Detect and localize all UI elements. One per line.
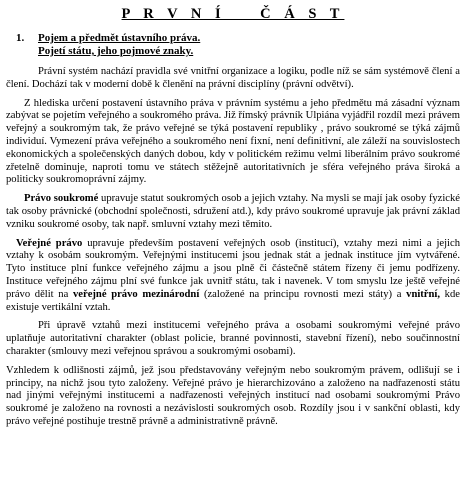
paragraph-2: Z hlediska určení postavení ústavního práva v právním systému a jeho předmětu má zásadní význam zabývat se pojetím veřejného a soukromého práva. Již římský právník Ulpiána vyjádřil rozdíl mezi právem veřejný a soukromým tak, že právo veřejné se týká postavení republiky , právo soukromé se týká zájmů individuí. Vymezení práva veřejného a soukromého není fixní, není definitivní, ale záleží na souvislostech ekonomických a společenských daných dobou, kdy v politickém režimu velmi liberálním právo soukromé zřetelně dominuje, naproti tomu ve státech stěžejně autoritativních je sféra veřejného práva široká a politicky soukromoprávní zájmy. bbox=[6, 97, 460, 186]
paragraph-5: Při úpravě vztahů mezi institucemi veřejného práva a osobami soukromými veřejné právo uplatňuje autoritativní charakter (oblast policie, branné povinnosti, stavební řízení), nebo součinnostní charakter (smlouvy mezi veřejnou správou a soukromými osobami). bbox=[6, 320, 460, 357]
paragraph-1: Právní systém nachází pravidla své vnitřní organizace a logiku, podle níž se sám systémově člení a člení. Dochází tak v moderní době k členění na právní disciplíny (právní odvětví). bbox=[6, 66, 460, 90]
term-international-public-law: veřejné právo mezinárodní bbox=[73, 288, 200, 300]
paragraph-6: Vzhledem k odlišnosti zájmů, jež jsou představovány veřejným nebo soukromým právem, odlišují se i principy, na nichž jsou tyto založeny. Veřejné právo je hierarchizováno a založeno na nadřazenosti státu nad jinými veřejnými institucemi a nadřazenosti veřejných institucí nad osobami soukromými Právo soukromé je založeno na rovnosti a nezávislosti soukromých osob. Rozdíly jsou i v sankční oblasti, kdy právo veřejné postihuje trestně právně a administrativně právně. bbox=[6, 364, 460, 427]
section-heading bbox=[6, 32, 460, 58]
paragraph-4-text-3: kde existuje vertikální vztah. bbox=[6, 288, 460, 313]
part-title: P R V N Í Č Á S T bbox=[121, 6, 345, 22]
term-internal-law: vnitřní, bbox=[406, 288, 440, 300]
term-private-law: Právo soukromé bbox=[24, 193, 99, 205]
section-number: 1. bbox=[16, 32, 25, 44]
section-heading-line-1: Pojem a předmět ústavního práva. bbox=[38, 32, 201, 44]
paragraph-4-text-2: (založené na principu rovnosti mezi státy) a bbox=[199, 288, 407, 300]
section-heading-lines bbox=[38, 32, 200, 58]
paragraph-3 bbox=[6, 193, 460, 231]
paragraph-4 bbox=[6, 238, 460, 315]
paragraph-3-text: upravuje statut soukromých osob a jejich vztahy. Na mysli se mají jak osoby fyzické tak osoby právnické (obchodní společnosti, sdružení atd.), kdy právo soukromé upravuje jak právní základ vzniku soukromé osoby, tak např. smluvní vztahy mezi těmito. bbox=[6, 193, 460, 230]
term-public-law: Veřejné právo bbox=[16, 237, 83, 249]
paragraph-4-text-1: upravuje především postavení veřejných osob (institucí), vztahy mezi nimi a jejich vztahy k osobám soukromým. Veřejnými institucemi jsou jednak stát a jednak instituce jím vytvářené. Tyto instituce plní funkce veřejného zájmu a jsou plně či částečně státem řízeny či jemu podřízeny. Instituce veřejného zájmu plní své funkce jak uvnitř státu, tak i navenek. V tom smyslu lze ještě veřejné právo dělit na bbox=[6, 237, 460, 300]
section-heading-line-2: Pojetí státu, jeho pojmové znaky. bbox=[38, 45, 194, 57]
